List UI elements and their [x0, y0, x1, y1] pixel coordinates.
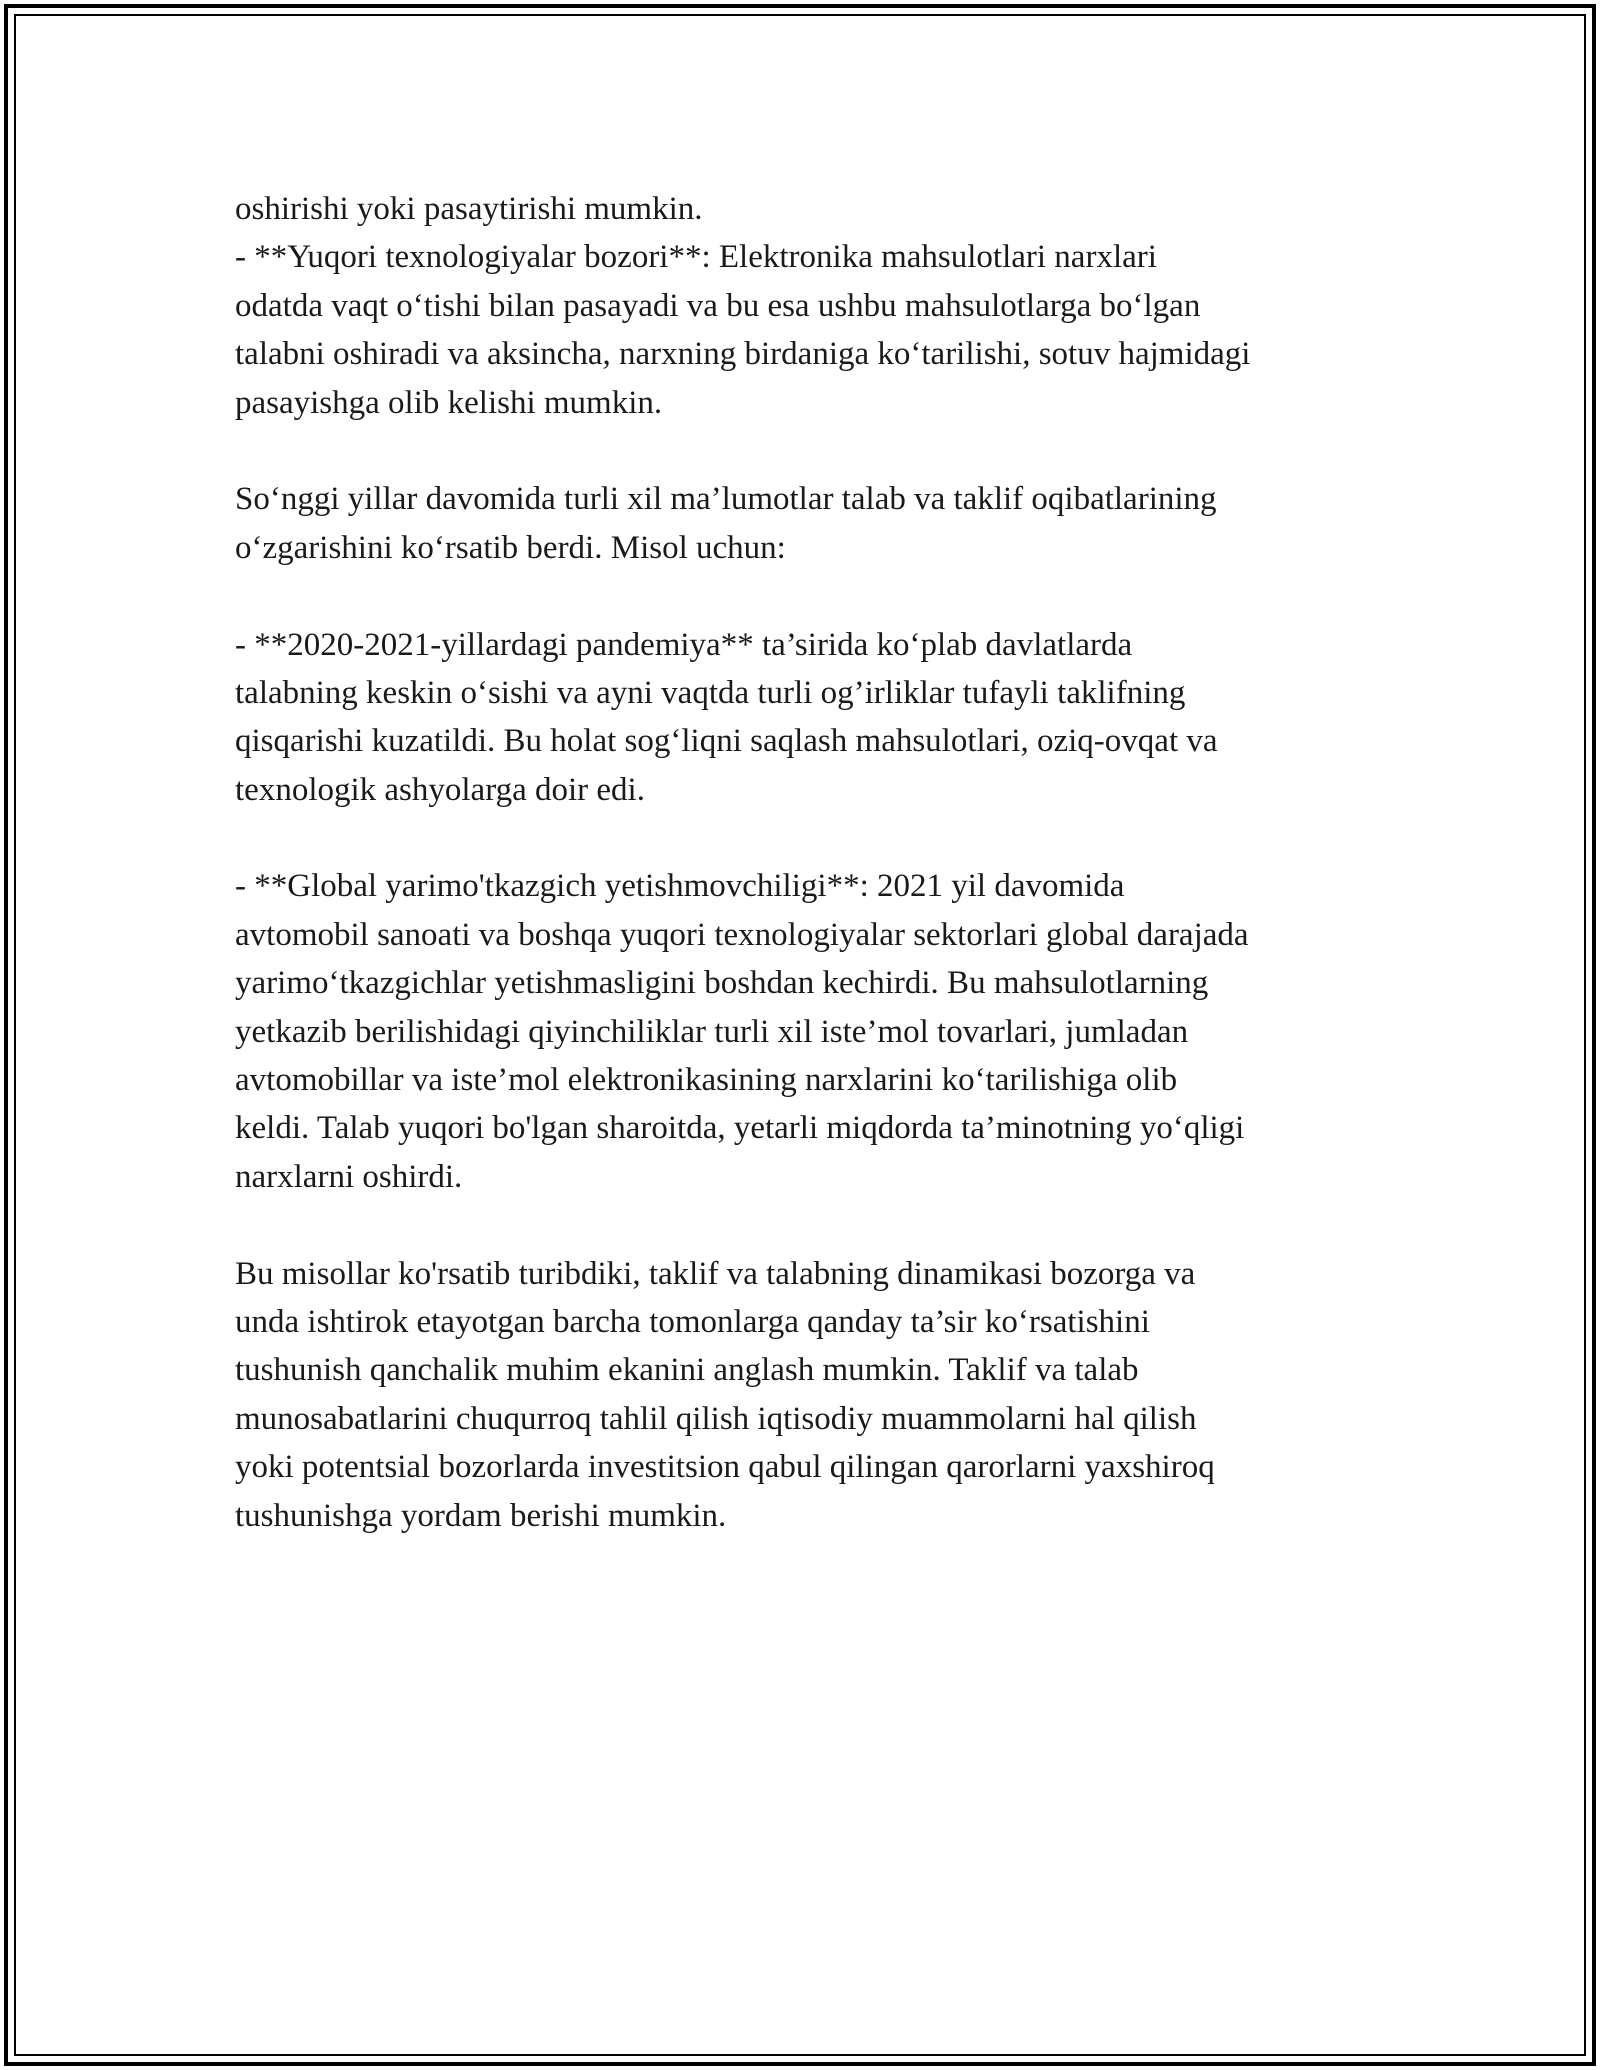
text-line: - **Yuqori texnologiyalar bozori**: Elektronika mahsulotlari narxlari [235, 239, 1157, 276]
text-line: avtomobillar va iste’mol elektronikasining narxlarini ko‘tarilishiga olib [235, 1062, 1178, 1099]
text-line: texnologik ashyolarga doir edi. [235, 771, 645, 808]
text-line: odatda vaqt o‘tishi bilan pasayadi va bu esa ushbu mahsulotlarga bo‘lgan [235, 287, 1201, 324]
paragraph-gap [235, 814, 1375, 862]
text-line: oshirishi yoki pasaytirishi mumkin. [235, 191, 703, 227]
text-line: unda ishtirok etayotgan barcha tomonlarga qanday ta’sir ko‘rsatishini [235, 1303, 1150, 1340]
text-line: qisqarishi kuzatildi. Bu holat sog‘liqni saqlash mahsulotlari, oziq-ovqat va [235, 723, 1218, 760]
text-line: yetkazib berilishidagi qiyinchiliklar turli xil iste’mol tovarlari, jumladan [235, 1013, 1189, 1050]
paragraph-gap [235, 572, 1375, 620]
text-line: - **2020-2021-yillardagi pandemiya** ta’sirida ko‘plab davlatlarda [235, 626, 1133, 663]
paragraph-pandemic [235, 621, 1375, 815]
paragraph-gap [235, 427, 1375, 475]
text-line: pasayishga olib kelishi mumkin. [235, 384, 663, 421]
document-body [235, 185, 1375, 1540]
paragraph-tech-market [235, 185, 1375, 427]
text-line: talabning keskin o‘sishi va ayni vaqtda turli og’irliklar tufayli taklifning [235, 674, 1186, 711]
paragraph-semiconductor-shortage [235, 862, 1375, 1201]
text-line: tushunishga yordam berishi mumkin. [235, 1497, 727, 1534]
text-line: Bu misollar ko'rsatib turibdiki, taklif va talabning dinamikasi bozorga va [235, 1255, 1196, 1292]
text-line: o‘zgarishini ko‘rsatib berdi. Misol uchun: [235, 529, 786, 566]
paragraph-conclusion [235, 1250, 1375, 1540]
text-line: talabni oshiradi va aksincha, narxning birdaniga ko‘tarilishi, sotuv hajmidagi [235, 336, 1251, 373]
paragraph-gap [235, 1201, 1375, 1249]
text-line: - **Global yarimo'tkazgich yetishmovchiligi**: 2021 yil davomida [235, 868, 1125, 905]
text-line: tushunish qanchalik muhim ekanini anglash mumkin. Taklif va talab [235, 1352, 1139, 1389]
text-line: munosabatlarini chuqurroq tahlil qilish iqtisodiy muammolarni hal qilish [235, 1400, 1197, 1437]
text-line: keldi. Talab yuqori bo'lgan sharoitda, yetarli miqdorda ta’minotning yo‘qligi [235, 1110, 1245, 1147]
text-line: yoki potentsial bozorlarda investitsion qabul qilingan qarorlarni yaxshiroq [235, 1449, 1215, 1486]
text-line: avtomobil sanoati va boshqa yuqori texnologiyalar sektorlari global darajada [235, 916, 1249, 953]
text-line: So‘nggi yillar davomida turli xil ma’lumotlar talab va taklif oqibatlarining [235, 481, 1217, 518]
paragraph-recent-years [235, 475, 1375, 572]
text-line: yarimo‘tkazgichlar yetishmasligini boshdan kechirdi. Bu mahsulotlarning [235, 965, 1209, 1002]
text-line: narxlarni oshirdi. [235, 1158, 463, 1195]
